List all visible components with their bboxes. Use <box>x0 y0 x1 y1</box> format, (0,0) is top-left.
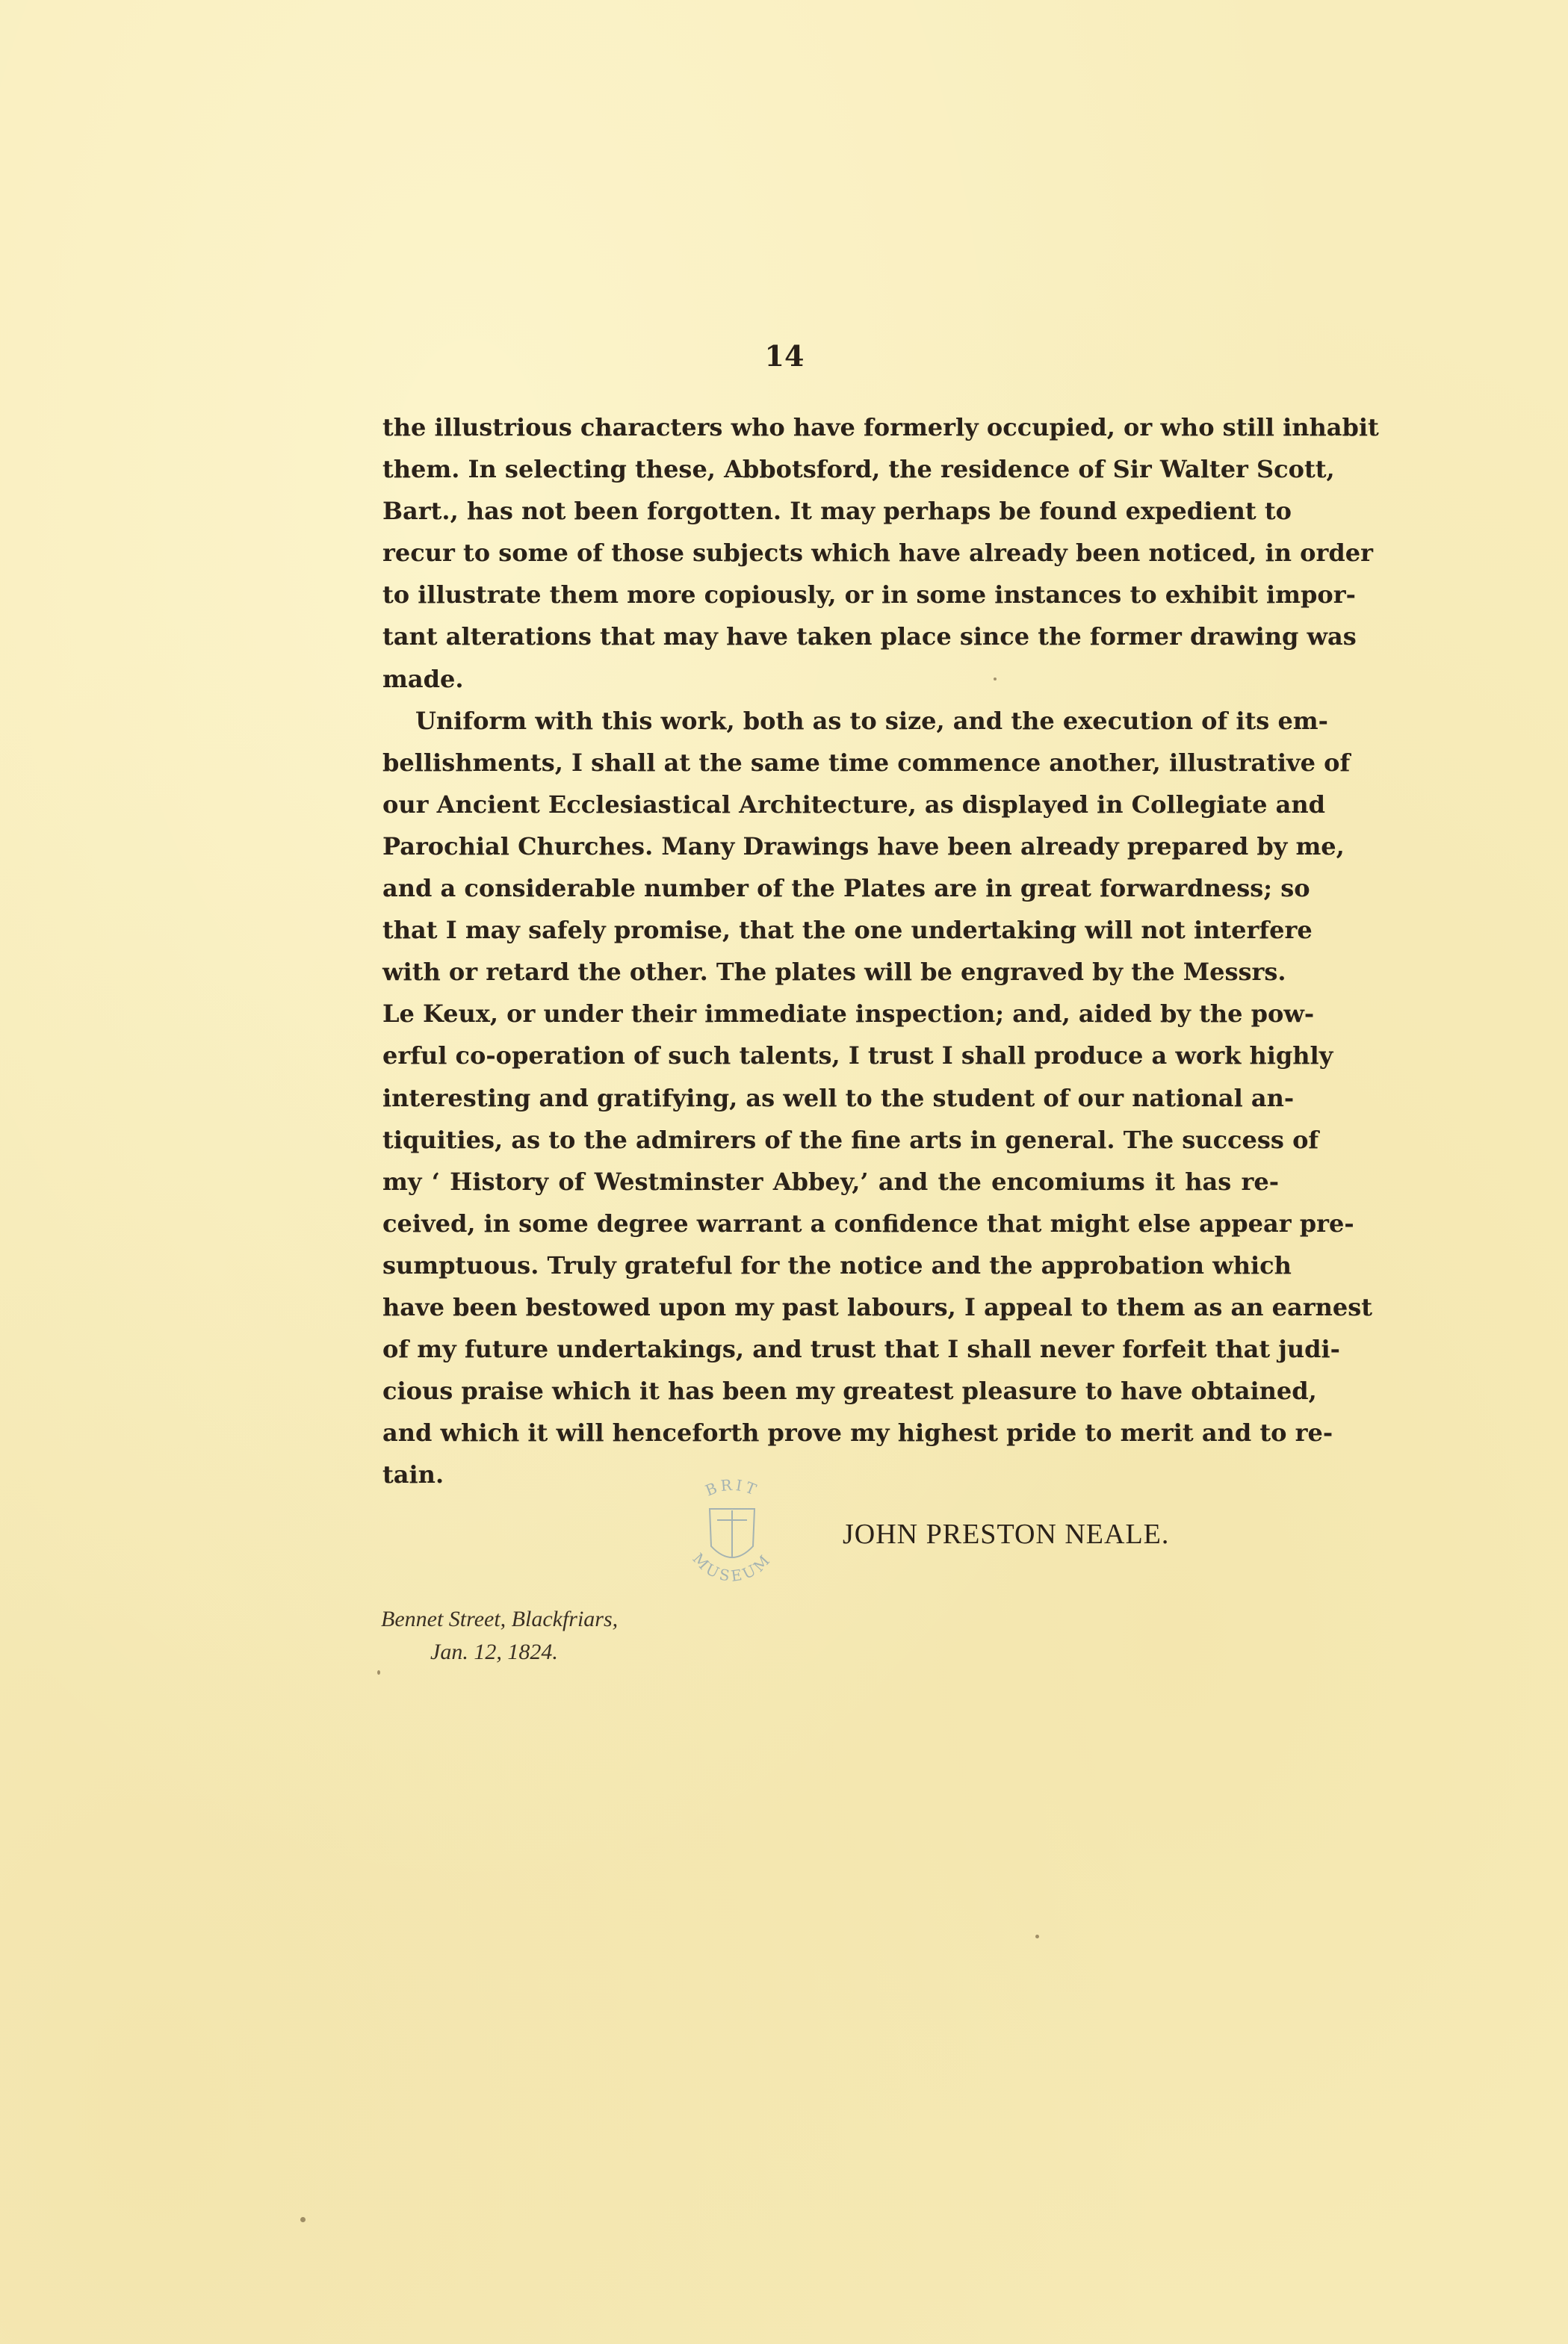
text-line: erful co-operation of such talents, I trust I shall produce a work highly <box>382 1041 1333 1070</box>
text-line: recur to some of those subjects which have already been noticed, in order <box>382 539 1373 568</box>
text-line: Bart., has not been forgotten. It may perhaps be found expedient to <box>382 497 1292 526</box>
text-line: our Ancient Ecclesiastical Architecture, as displayed in Collegiate and <box>382 790 1326 819</box>
text-line: tiquities, as to the admirers of the fine arts in general. The success of <box>382 1125 1319 1154</box>
text-line: Le Keux, or under their immediate inspection; and, aided by the pow- <box>382 999 1315 1029</box>
text-line: ceived, in some degree warrant a confidence that might else appear pre- <box>382 1209 1354 1238</box>
svg-text:BRIT <box>703 1476 762 1500</box>
library-stamp-icon <box>657 1457 807 1606</box>
author-address <box>381 1603 695 1669</box>
stamp-text-bottom: MUSEUM <box>689 1549 775 1586</box>
text-line: interesting and gratifying, as well to the student of our national an- <box>382 1083 1295 1112</box>
text-line: and which it will henceforth prove my highest pride to merit and to re- <box>382 1419 1333 1448</box>
text-line: Parochial Churches. Many Drawings have been already prepared by me, <box>382 831 1345 861</box>
text-line: bellishments, I shall at the same time commence another, illustrative of <box>382 748 1351 777</box>
stamp-text-top: BRIT <box>702 1475 762 1500</box>
text-line: the illustrious characters who have formerly occupied, or who still inhabit <box>382 413 1379 441</box>
text-line: made. <box>382 664 464 693</box>
paper-speck <box>1035 1935 1039 1938</box>
text-line: with or retard the other. The plates will be engraved by the Messrs. <box>382 958 1286 987</box>
paper-speck <box>300 2217 306 2222</box>
text-line: have been bestowed upon my past labours, I appeal to them as an earnest <box>382 1292 1373 1321</box>
text-line: cious praise which it has been my greatest pleasure to have obtained, <box>382 1377 1317 1406</box>
address-line: Bennet Street, Blackfriars, <box>381 1607 619 1631</box>
text-line: that I may safely promise, that the one undertaking will not interfere <box>382 916 1313 945</box>
text-line: tain. <box>382 1460 444 1489</box>
author-signature: JOHN PRESTON NEALE. <box>843 1519 1170 1550</box>
text-line: of my future undertakings, and trust that I shall never forfeit that judi- <box>382 1335 1340 1364</box>
text-line: tant alterations that may have taken place since the former drawing was <box>382 622 1357 651</box>
body-text <box>382 406 1379 1495</box>
text-line: Uniform with this work, both as to size, and the execution of its em- <box>415 706 1328 735</box>
page-number: 14 <box>764 339 805 373</box>
text-line: my ‘ History of Westminster Abbey,’ and the encomiums it has re- <box>382 1167 1279 1196</box>
text-line: sumptuous. Truly grateful for the notice and the approbation which <box>382 1250 1292 1280</box>
paper-speck <box>994 678 997 680</box>
address-date: Jan. 12, 1824. <box>430 1640 558 1664</box>
text-line: and a considerable number of the Plates are in great forwardness; so <box>382 874 1310 903</box>
text-line: them. In selecting these, Abbotsford, the residence of Sir Walter Scott, <box>382 455 1335 484</box>
paper-speck <box>377 1670 380 1675</box>
text-line: to illustrate them more copiously, or in some instances to exhibit impor- <box>382 580 1356 610</box>
